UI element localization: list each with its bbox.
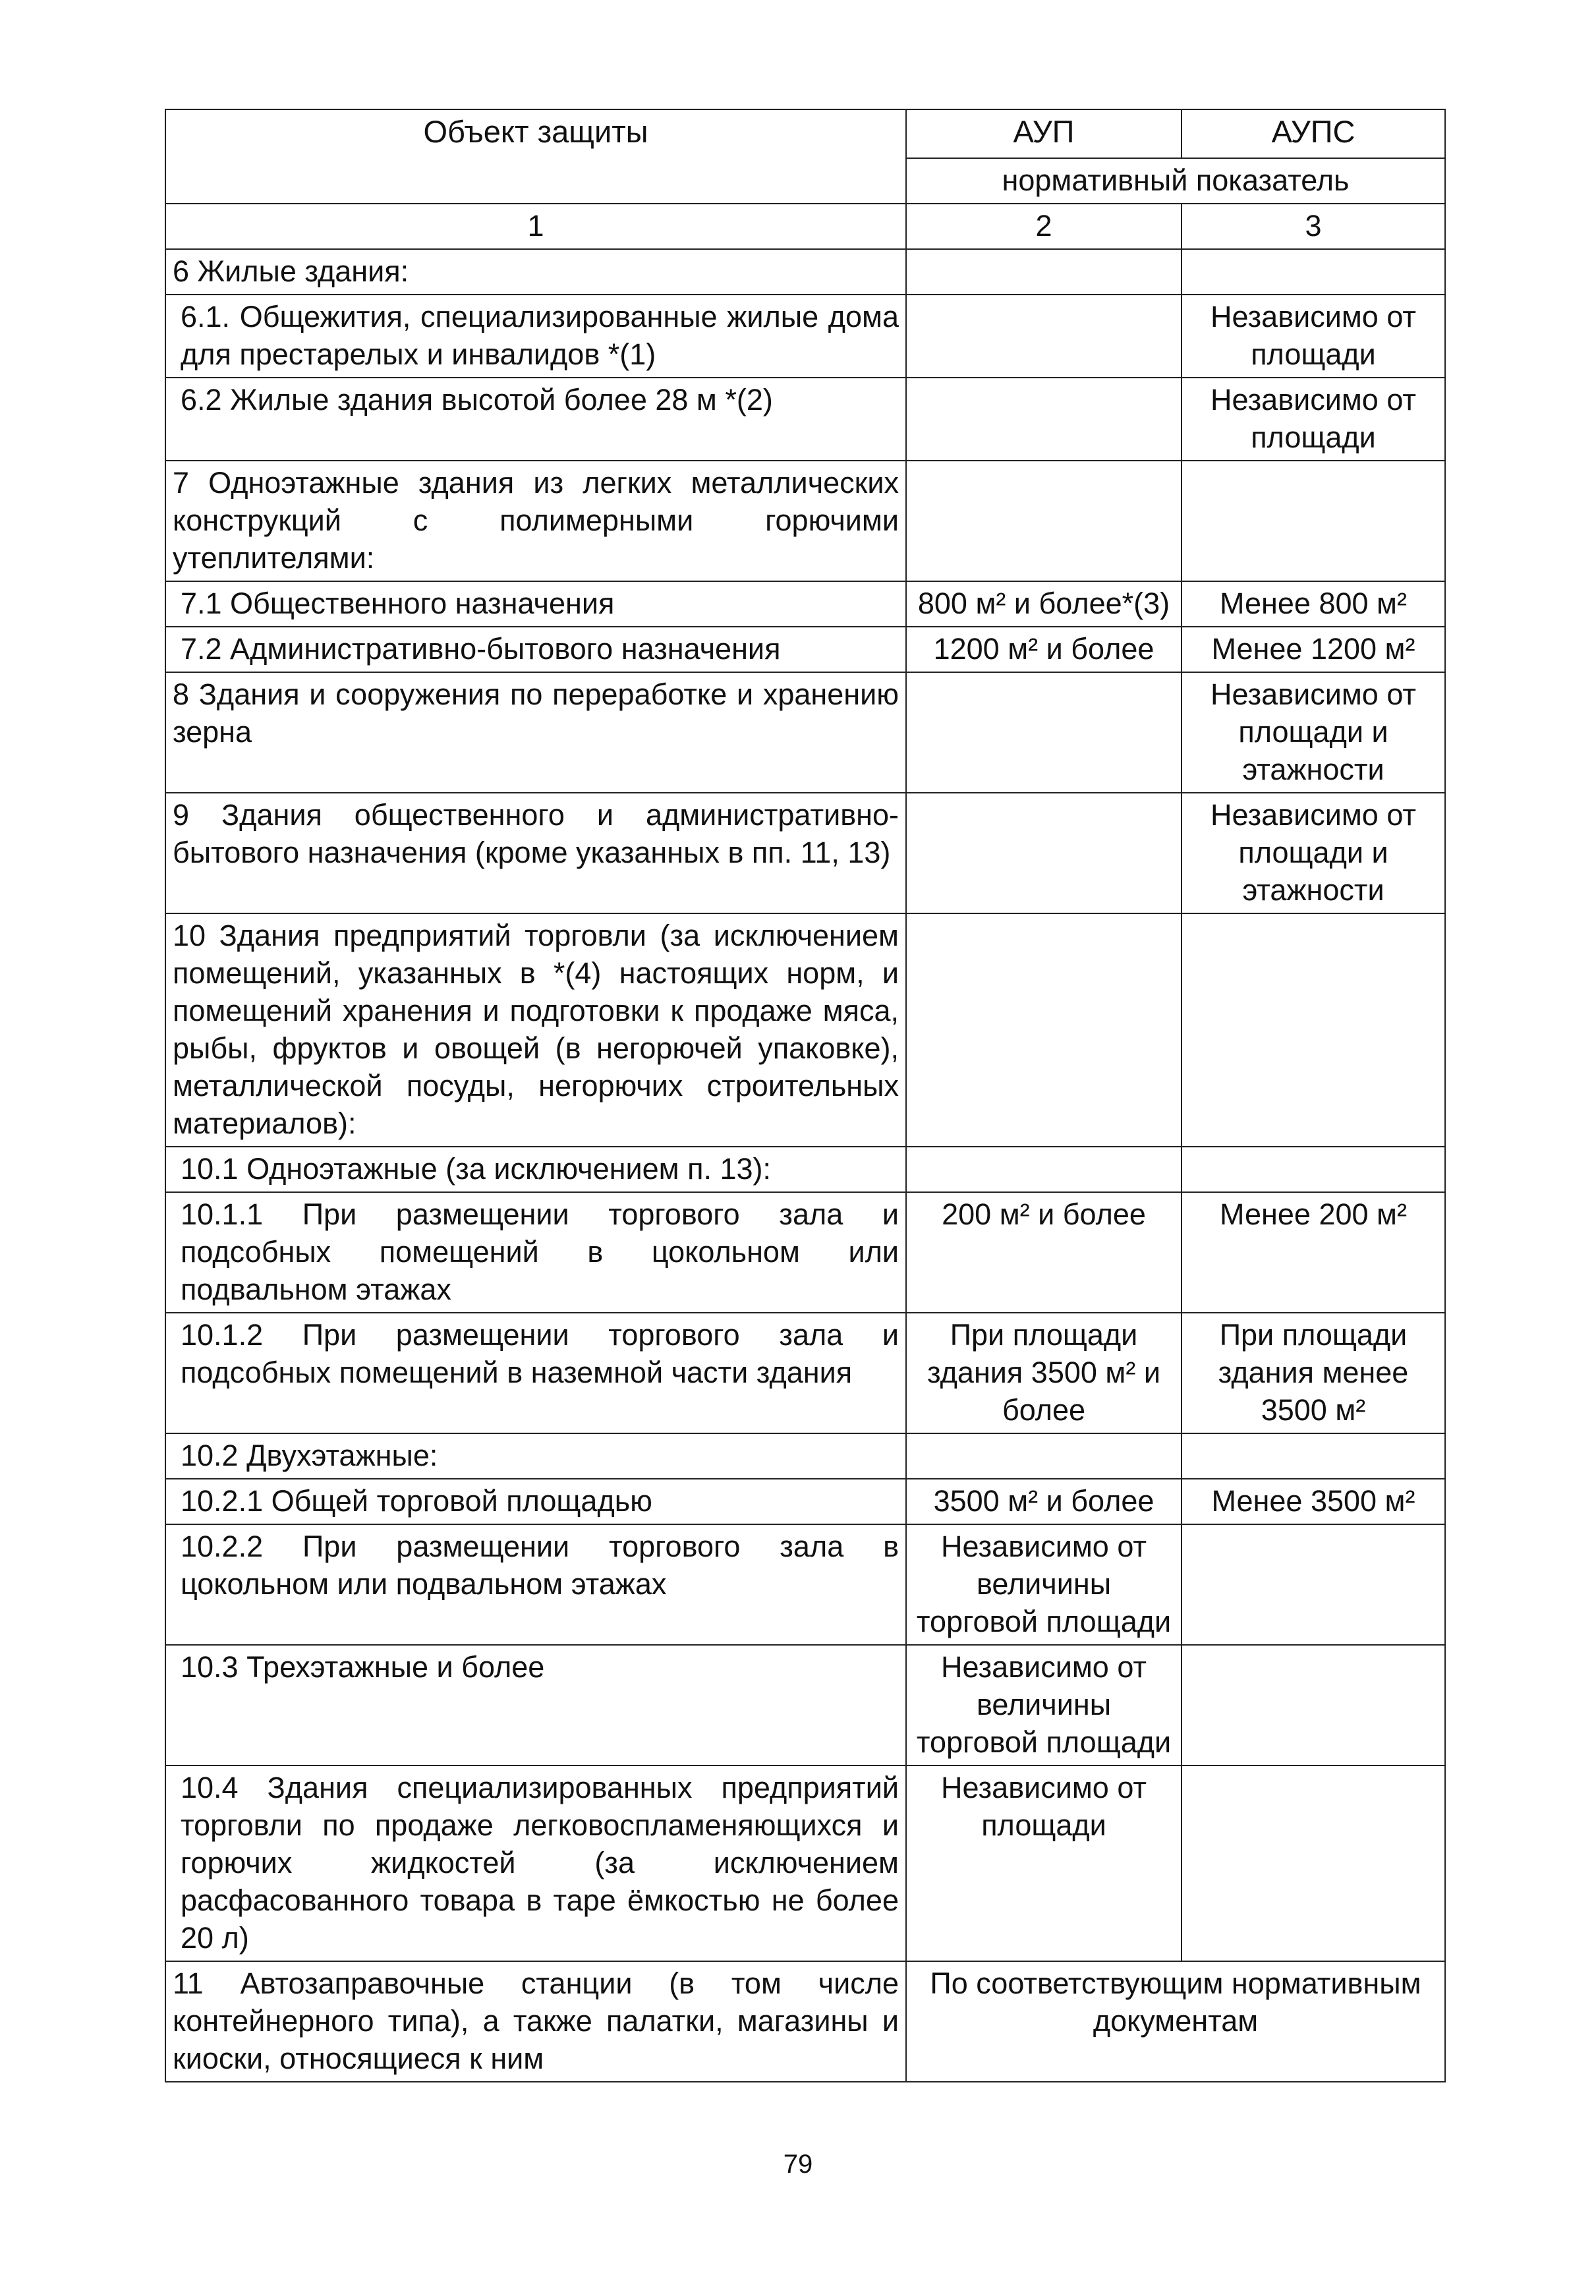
aup-cell	[906, 672, 1182, 793]
column-number-1: 1	[165, 204, 906, 249]
header-aup: АУП	[906, 109, 1182, 158]
table-row	[165, 581, 1445, 627]
object-cell: 10 Здания предприятий торговли (за исключением помещений, указанных в *(4) настоящих норм, и помещений хранения и подготовки к продаже мяса, рыбы, фруктов и овощей (в негорючей упаковке), металлической посуды, негорючих строительных материалов):	[165, 913, 906, 1147]
aups-cell: Независимо от площади и этажности	[1182, 672, 1445, 793]
table-row	[165, 1433, 1445, 1479]
object-cell: 7 Одноэтажные здания из легких металлических конструкций с полимерными горючими утеплителями:	[165, 461, 906, 581]
page-number: 79	[783, 2150, 813, 2179]
object-cell: 10.1 Одноэтажные (за исключением п. 13):	[165, 1147, 906, 1192]
aups-cell: Менее 800 м²	[1182, 581, 1445, 627]
aup-cell	[906, 295, 1182, 378]
object-cell: 10.1.2 При размещении торгового зала и подсобных помещений в наземной части здания	[165, 1313, 906, 1433]
aups-cell	[1182, 1645, 1445, 1765]
protection-norms-table	[165, 109, 1446, 2082]
object-cell: 10.4 Здания специализированных предприятий торговли по продаже легковоспламеняющихся и горючих жидкостей (за исключением расфасованного товара в таре ёмкостью не более 20 л)	[165, 1765, 906, 1961]
aup-cell	[906, 1147, 1182, 1192]
table-row	[165, 295, 1445, 378]
object-cell: 7.1 Общественного назначения	[165, 581, 906, 627]
table-row	[165, 1192, 1445, 1313]
aups-cell	[1182, 913, 1445, 1147]
aups-cell	[1182, 1765, 1445, 1961]
table-row	[165, 913, 1445, 1147]
aups-cell	[1182, 461, 1445, 581]
aups-cell: Независимо от площади	[1182, 378, 1445, 461]
aup-cell: Независимо от величины торговой площади	[906, 1524, 1182, 1645]
aup-cell: 1200 м² и более	[906, 627, 1182, 672]
aup-cell	[906, 461, 1182, 581]
aup-cell	[906, 793, 1182, 913]
aup-cell: Независимо от площади	[906, 1765, 1182, 1961]
table-row	[165, 1147, 1445, 1192]
merged-cell: По соответствующим нормативным документам	[906, 1961, 1445, 2082]
object-cell: 11 Автозаправочные станции (в том числе контейнерного типа), а также палатки, магазины и киоски, относящиеся к ним	[165, 1961, 906, 2082]
table-row	[165, 461, 1445, 581]
aup-cell: Независимо от величины торговой площади	[906, 1645, 1182, 1765]
norms-page	[165, 109, 1444, 2082]
table-row	[165, 793, 1445, 913]
aups-cell: Независимо от площади	[1182, 295, 1445, 378]
object-cell: 6.2 Жилые здания высотой более 28 м *(2)	[165, 378, 906, 461]
table-row	[165, 1765, 1445, 1961]
aup-cell: 3500 м² и более	[906, 1479, 1182, 1524]
aups-cell: Менее 3500 м²	[1182, 1479, 1445, 1524]
header-indicator: нормативный показатель	[906, 158, 1445, 204]
table-row	[165, 1645, 1445, 1765]
object-cell: 6.1. Общежития, специализированные жилые дома для престарелых и инвалидов *(1)	[165, 295, 906, 378]
table-row	[165, 1479, 1445, 1524]
table-row	[165, 1524, 1445, 1645]
aups-cell	[1182, 249, 1445, 295]
aup-cell	[906, 249, 1182, 295]
object-cell: 10.2 Двухэтажные:	[165, 1433, 906, 1479]
table-row	[165, 1313, 1445, 1433]
aups-cell: Независимо от площади и этажности	[1182, 793, 1445, 913]
aup-cell	[906, 378, 1182, 461]
object-cell: 10.2.1 Общей торговой площадью	[165, 1479, 906, 1524]
aup-cell: 800 м² и более*(3)	[906, 581, 1182, 627]
table-row	[165, 627, 1445, 672]
aup-cell	[906, 913, 1182, 1147]
object-cell: 10.3 Трехэтажные и более	[165, 1645, 906, 1765]
object-cell: 7.2 Административно-бытового назначения	[165, 627, 906, 672]
object-cell: 8 Здания и сооружения по переработке и хранению зерна	[165, 672, 906, 793]
header-object: Объект защиты	[165, 109, 906, 204]
aups-cell	[1182, 1524, 1445, 1645]
object-cell: 10.2.2 При размещении торгового зала в цокольном или подвальном этажах	[165, 1524, 906, 1645]
aup-cell: 200 м² и более	[906, 1192, 1182, 1313]
header-aups: АУПС	[1182, 109, 1445, 158]
aups-cell	[1182, 1433, 1445, 1479]
table-row	[165, 1961, 1445, 2082]
aups-cell: Менее 200 м²	[1182, 1192, 1445, 1313]
table-row	[165, 672, 1445, 793]
aup-cell	[906, 1433, 1182, 1479]
table-row	[165, 378, 1445, 461]
column-number-2: 2	[906, 204, 1182, 249]
aups-cell	[1182, 1147, 1445, 1192]
aups-cell: При площади здания менее 3500 м²	[1182, 1313, 1445, 1433]
object-cell: 9 Здания общественного и административно-бытового назначения (кроме указанных в пп. 11, 13)	[165, 793, 906, 913]
object-cell: 6 Жилые здания:	[165, 249, 906, 295]
aup-cell: При площади здания 3500 м² и более	[906, 1313, 1182, 1433]
column-number-3: 3	[1182, 204, 1445, 249]
object-cell: 10.1.1 При размещении торгового зала и подсобных помещений в цокольном или подвальном этажах	[165, 1192, 906, 1313]
aups-cell: Менее 1200 м²	[1182, 627, 1445, 672]
table-row	[165, 249, 1445, 295]
